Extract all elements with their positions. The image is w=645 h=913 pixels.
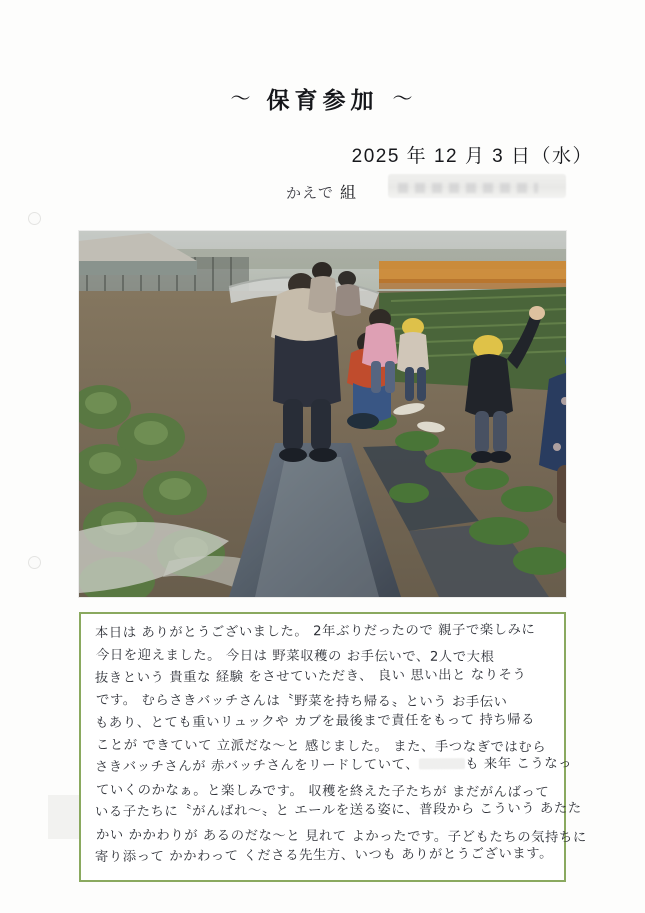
handwritten-comment-box: [79, 612, 587, 882]
document-date: 2025 年 12 月 3 日（水）: [351, 146, 593, 167]
comment-line: いる子たちに〝がんばれ〜〟と エールを送る姿に、普段から こういう あたた: [94, 801, 582, 821]
comment-line: です。 むらさきバッチさんは〝野菜を持ち帰る〟という お手伝い: [95, 693, 508, 711]
wave-right-decoration: 〜: [392, 88, 415, 110]
class-field-label: 組: [340, 185, 358, 202]
class-field: [286, 180, 357, 203]
comment-line: もあり、とても重いリュックや カブを最後まで責任をもって 持ち帰る: [94, 712, 536, 731]
scan-edge-artifact: [48, 795, 82, 839]
daikon-harvest-photo: [79, 231, 566, 597]
wave-left-decoration: 〜: [230, 88, 253, 110]
comment-line: 本日は ありがとうございました。 2年ぶりだったので 親子で楽しみに: [94, 622, 536, 641]
punch-hole-icon: [28, 212, 41, 225]
class-name-value: かえで: [285, 183, 335, 203]
page-title: [0, 82, 645, 115]
comment-line: ていくのかなぁ。と楽しみです。 収穫を終えた子たちが まだがんばって: [95, 782, 550, 801]
photo-illustration: [79, 231, 566, 597]
comment-line: 今日を迎えました。 今日は 野菜収穫の お手伝いで、2人で大根: [95, 648, 495, 666]
redacted-name-ghost: [398, 183, 538, 193]
comment-line: 抜きという 貴重な 経験 をさせていただき、 良い 思い出と なりそう: [94, 667, 527, 686]
punch-hole-icon: [28, 556, 41, 569]
comment-lines: [81, 614, 587, 880]
comment-line: さきバッチさんが 赤バッチさんをリードしていて、 も 来年 こうなっ: [94, 756, 573, 776]
comment-line: かい かかわりが あるのだな〜と 見れて よかったです。子どもたちの気持ちに: [95, 827, 587, 846]
page-title-text: 保育参加: [266, 87, 379, 113]
redacted-inline-name: [419, 759, 465, 770]
comment-line: 寄り添って かかわって くださる先生方、いつも ありがとうございます。: [94, 846, 554, 866]
comment-line: ことが できていて 立派だな〜と 感じました。 また、手つなぎではむら: [95, 738, 547, 756]
